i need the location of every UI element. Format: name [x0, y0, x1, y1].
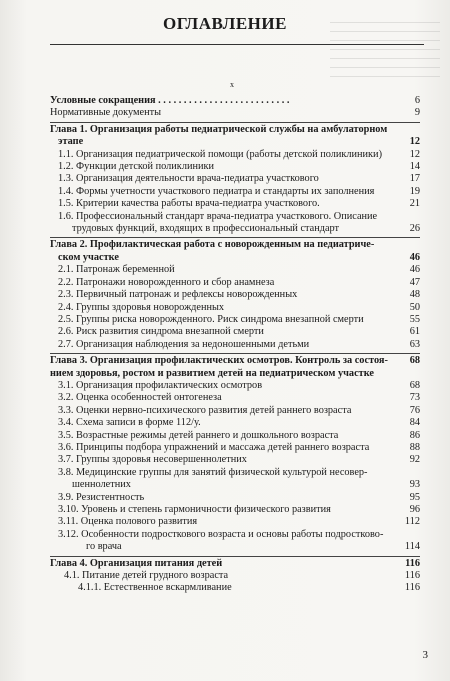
title-rule	[50, 44, 424, 45]
toc-entry: 3.8. Медицинские группы для занятий физической культурой несовер-	[58, 466, 368, 478]
toc-chapter-3-heading-cont: нием здоровья, ростом и развитием детей на педиатрическом участке	[50, 367, 374, 379]
toc-entry: 2.4. Группы здоровья новорожденных 50	[58, 301, 420, 313]
toc-chapter-2-heading-cont: ском участке 46	[58, 251, 420, 263]
toc-entry: 4.1.1. Естественное вскармливание 116	[78, 582, 420, 594]
toc-entry: 3.5. Возрастные режимы детей раннего и дошкольного возраста 86	[58, 429, 420, 441]
toc-entry: 1.2. Функции детской поликлиники 14	[58, 161, 420, 173]
toc-chapter-4-heading: Глава 4. Организация питания детей 116	[50, 557, 420, 569]
toc-entry: 2.7. Организация наблюдения за недоношенными детьми 63	[58, 338, 420, 350]
toc-entry: 3.7. Группы здоровья несовершеннолетних 92	[58, 454, 420, 466]
toc-entry: 3.3. Оценки нервно-психического развития детей раннего возраста 76	[58, 404, 420, 416]
table-of-contents	[50, 95, 420, 595]
toc-chapter-1-heading: Глава 1. Организация работы педиатрической службы на амбулаторном	[50, 123, 388, 135]
toc-entry-cont: го врача 114	[86, 541, 420, 553]
toc-entry: 3.11. Оценка полового развития 112	[58, 516, 420, 528]
toc-entry-cont: шеннолетних 93	[72, 479, 420, 491]
toc-entry: 1.6. Профессиональный стандарт врача-педиатра участкового. Описание	[58, 210, 378, 222]
toc-entry: 1.5. Критерии качества работы врача-педиатра участкового. 21	[58, 198, 420, 210]
toc-entry: 1.3. Организация деятельности врача-педиатра участкового 17	[58, 173, 420, 185]
divider	[50, 237, 420, 238]
toc-entry: 3.6. Принципы подбора упражнений и массажа детей раннего возраста 88	[58, 441, 420, 453]
toc-entry: 4.1. Питание детей грудного возраста 116	[64, 570, 420, 582]
toc-entry: 2.2. Патронажи новорожденного и сбор анамнеза 47	[58, 276, 420, 288]
toc-chapter-2-heading: Глава 2. Профилактическая работа с новорожденным на педиатриче-	[50, 239, 375, 251]
toc-chapter-1-heading-cont: этапе 12	[58, 136, 420, 148]
toc-entry: 1.1. Организация педиатрической помощи (работы детской поликлиники) 12	[58, 148, 420, 160]
page-number: 3	[422, 649, 428, 661]
toc-entry-cont: трудовых функций, входящих в профессиональный стандарт 26	[72, 223, 420, 235]
toc-entry: 2.5. Группы риска новорожденного. Риск синдрома внезапной смерти 55	[58, 313, 420, 325]
toc-entry: 3.12. Особенности подросткового возраста и основы работы подростково-	[58, 528, 384, 540]
toc-entry: 3.1. Организация профилактических осмотров 68	[58, 379, 420, 391]
divider	[50, 556, 420, 557]
toc-entry: 3.9. Резистентность 95	[58, 491, 420, 503]
toc-entry: 3.2. Оценка особенностей онтогенеза 73	[58, 392, 420, 404]
toc-entry-abbreviations: Условные сокращения . . . . . . . . . . . . . . . . . . . . . . . . . . 6	[50, 95, 420, 106]
page-title: ОГЛАВЛЕНИЕ	[163, 14, 287, 33]
divider	[50, 122, 420, 123]
toc-entry: 2.3. Первичный патронаж и рефлексы новорожденных 48	[58, 289, 420, 301]
toc-entry: 3.10. Уровень и степень гармоничности физического развития 96	[58, 504, 420, 515]
toc-chapter-3-heading: Глава 3. Организация профилактических осмотров. Контроль за состоя- 68	[50, 355, 420, 367]
toc-entry: 1.4. Формы учетности участкового педиатра и стандарты их заполнения 19	[58, 185, 420, 197]
toc-entry: 3.4. Схема записи в форме 112/у. 84	[58, 417, 420, 429]
toc-entry: 2.6. Риск развития синдрома внезапной смерти 61	[58, 326, 420, 338]
toc-entry: 2.1. Патронаж беременной 46	[58, 264, 420, 276]
divider	[50, 353, 420, 354]
toc-entry-normative-docs: Нормативные документы 9	[50, 107, 420, 119]
small-mark: x	[230, 80, 234, 89]
